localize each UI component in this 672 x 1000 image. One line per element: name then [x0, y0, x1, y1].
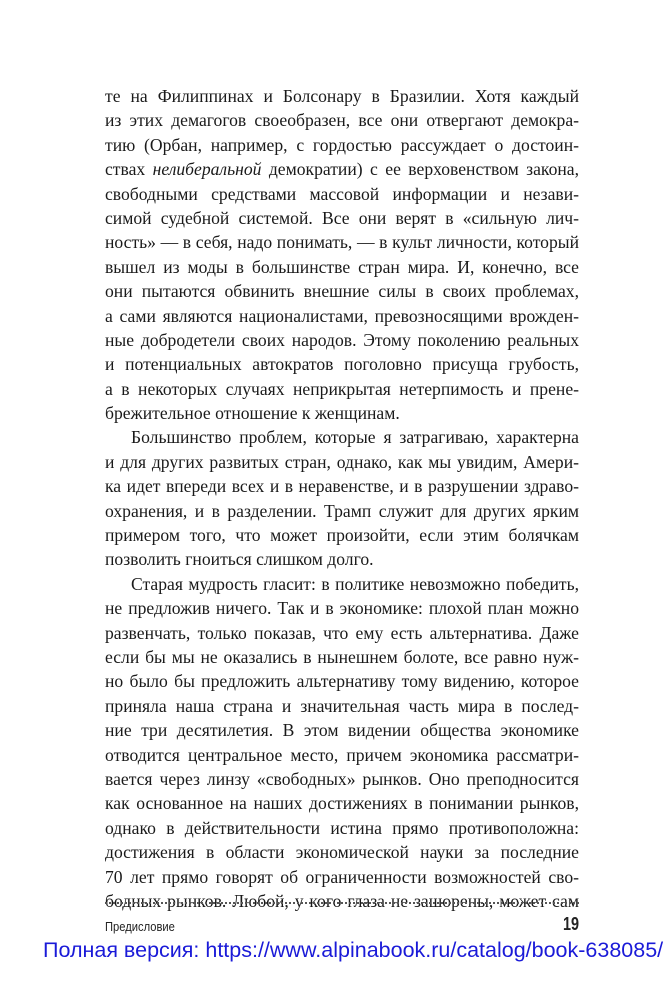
text-line: брежительное отношение к женщинам.	[105, 403, 400, 424]
text-line: вышел из моды в большинстве стран мира. И, конечно, все	[105, 256, 579, 277]
running-footer-section: Предисловие	[105, 919, 175, 934]
text-line: симой судебной системой. Все они верят в «сильную лич-	[105, 207, 579, 228]
text-line: а в некоторых случаях неприкрытая нетерпимость и прене-	[105, 378, 579, 399]
text-line: достижения в области экономической науки за последние	[105, 842, 579, 863]
text-line: ка идет впереди всех и в неравенстве, и в разрушении здраво-	[105, 476, 579, 497]
text-line: не предложив ничего. Так и в экономике: плохой план можно	[105, 598, 579, 619]
text-line: как основанное на наших достижениях в понимании рынков,	[105, 793, 579, 814]
text-line: а сами являются националистами, превозносящими врожден-	[105, 305, 579, 326]
text-line: охранения, и в разделении. Трамп служит для других ярким	[105, 500, 579, 521]
text-line: они пытаются обвинить внешние силы в своих проблемах,	[105, 281, 579, 302]
text-line: отводится центральное место, причем экономика рассматри-	[105, 744, 579, 765]
text-line: ные добродетели своих народов. Этому поколению реальных	[105, 329, 579, 350]
text-line: но было бы предложить альтернативу тому видению, которое	[105, 671, 579, 692]
text-line: приняла наша страна и значительная часть мира в послед-	[105, 695, 579, 716]
footer-divider	[105, 902, 579, 904]
body-text	[105, 84, 579, 913]
full-version-link[interactable]: Полная версия: https://www.alpinabook.ru/catalog/book-638085/	[43, 938, 664, 962]
text-line: позволить гноиться слишком долго.	[105, 549, 374, 570]
text-line: бодных рынков. Любой, у кого глаза не зашорены, может сам	[105, 890, 579, 911]
text-line: тию (Орбан, например, с гордостью рассуждает о достоин-	[105, 134, 579, 155]
paragraph	[105, 84, 579, 425]
text-line: примером того, что может произойти, если этим болячкам	[105, 525, 579, 546]
text-line: те на Филиппинах и Болсонару в Бразилии. Хотя каждый	[105, 86, 579, 106]
text-line: развенчать, только показав, что ему есть альтернатива. Даже	[105, 622, 579, 643]
paragraph	[105, 572, 579, 913]
text-line: Большинство проблем, которые я затрагиваю, характерна	[131, 427, 579, 448]
text-line: однако в действительности истина прямо противоположна:	[105, 817, 579, 838]
text-line: из этих демагогов своеобразен, все они отвергают демокра-	[105, 110, 579, 131]
text-line: вается через линзу «свободных» рынков. Оно преподносится	[105, 768, 579, 789]
text-line: и потенциальных автократов поголовно присуща грубость,	[105, 354, 579, 375]
text-line: если бы мы не оказались в нынешнем болоте, все равно нуж-	[105, 646, 579, 667]
text-line: Старая мудрость гласит: в политике невозможно победить,	[131, 573, 579, 594]
text-line: ние три десятилетия. В этом видении общества экономике	[105, 720, 579, 741]
page-number: 19	[562, 914, 579, 934]
text-line: и для других развитых стран, однако, как мы увидим, Амери-	[105, 451, 579, 472]
text-line: ность» — в себя, надо понимать, — в культ личности, который	[105, 232, 579, 253]
paragraph	[105, 425, 579, 571]
text-line: свободными средствами массовой информации и незави-	[105, 183, 579, 204]
text-line: ствах нелиберальной демократии) с ее верховенством закона,	[105, 159, 580, 180]
text-line: 70 лет прямо говорят об ограниченности возможностей сво-	[105, 866, 579, 887]
